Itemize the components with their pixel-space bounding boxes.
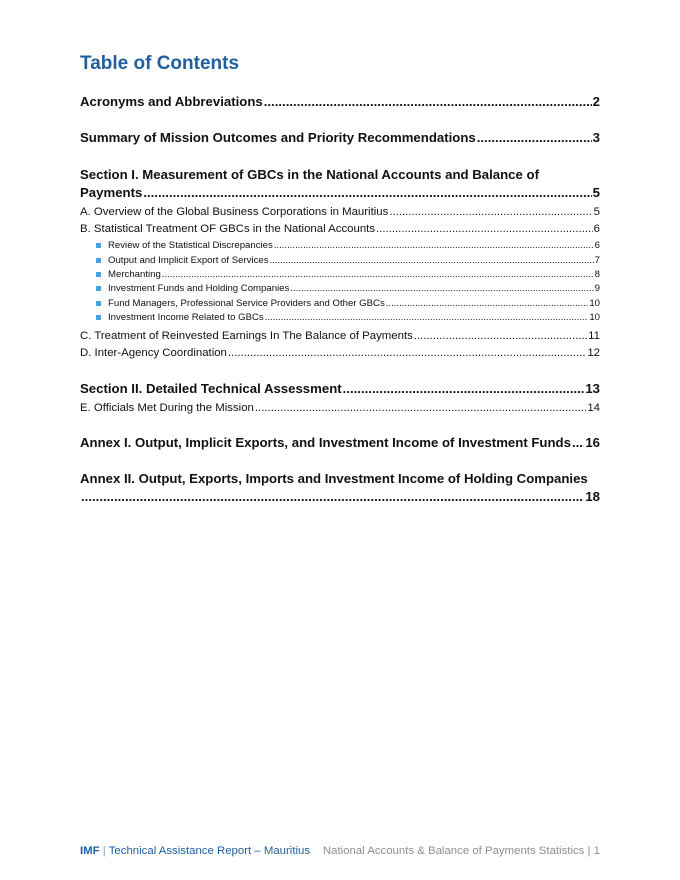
footer-right: National Accounts & Balance of Payments Statistics | 1 [322,845,600,857]
square-bullet-icon [96,315,101,320]
toc-entry-a[interactable] [80,205,600,220]
toc-page-number: 5 [592,185,600,200]
toc-page-number: 8 [594,269,600,280]
toc-entry-text-line1: Section I. Measurement of GBCs in the National Accounts and Balance of [80,167,539,182]
dot-leader [81,488,584,506]
toc-entry-text: Acronyms and Abbreviations [80,94,263,109]
dot-leader [143,184,591,202]
dot-leader [389,205,592,220]
footer-report-title: Technical Assistance Report – Mauritius [108,845,311,857]
dot-leader [386,297,589,310]
toc-entry-section-2[interactable] [80,380,600,398]
toc-subentry[interactable] [96,311,600,324]
square-bullet-icon [96,301,101,306]
toc-page-number: 5 [593,206,600,218]
toc-subentry[interactable] [96,254,600,267]
toc-page-number: 10 [589,298,600,309]
toc-entry-text: Fund Managers, Professional Service Providers and Other GBCs [108,298,385,309]
dot-leader [228,346,586,361]
dot-leader [255,401,586,416]
toc-entry-annex-1[interactable] [80,434,600,452]
toc-entry-text: Merchanting [108,269,161,280]
dot-leader [572,434,584,452]
toc-page-number: 13 [585,381,600,396]
toc-page-number: 12 [587,347,600,359]
toc-entry-text-line2: Payments [80,185,143,200]
dot-leader [414,329,587,344]
toc-page-number: 16 [585,435,600,450]
dot-leader [343,380,585,398]
toc-page-number: 11 [588,330,600,342]
dot-leader [477,129,592,147]
square-bullet-icon [96,272,101,277]
footer-separator: | [102,845,106,857]
dot-leader [162,268,594,281]
toc-entry-text: Output and Implicit Export of Services [108,255,269,266]
square-bullet-icon [96,258,101,263]
toc-subentry[interactable] [96,239,600,252]
toc-entry-text: B. Statistical Treatment OF GBCs in the National Accounts [80,223,376,235]
footer-brand: IMF [80,845,100,857]
toc-page-number: 14 [587,402,600,414]
toc-entry-text: Annex I. Output, Implicit Exports, and Investment Income of Investment Funds [80,435,571,450]
toc-entry-text: D. Inter-Agency Coordination [80,347,227,359]
toc-entry-text: Summary of Mission Outcomes and Priority Recommendations [80,130,476,145]
toc-entry-b[interactable] [80,222,600,237]
square-bullet-icon [96,286,101,291]
toc-entry-text: C. Treatment of Reinvested Earnings In The Balance of Payments [80,330,413,342]
footer-left [80,844,310,859]
toc-entry-text: A. Overview of the Global Business Corporations in Mauritius [80,206,389,218]
dot-leader [264,93,592,111]
toc-page-number: 18 [585,489,600,504]
toc-entry-text: Investment Income Related to GBCs [108,312,264,323]
toc-page-number: 7 [594,255,600,266]
toc-subentry[interactable] [96,268,600,281]
dot-leader [376,222,593,237]
dot-leader [270,254,594,267]
dot-leader [290,282,593,295]
toc-entry-text: Investment Funds and Holding Companies [108,283,290,294]
toc-subentry[interactable] [96,282,600,295]
dot-leader [265,311,589,324]
toc-entry-e[interactable] [80,401,600,416]
page-footer [80,844,600,859]
toc-subentry[interactable] [96,297,600,310]
toc-entry-text: Section II. Detailed Technical Assessment [80,381,342,396]
toc-entry-annex-2[interactable] [80,470,600,506]
toc-entry-section-1[interactable] [80,166,600,202]
toc-page-number: 9 [594,283,600,294]
toc-entry-text-line1: Annex II. Output, Exports, Imports and Investment Income of Holding Companies [80,471,588,486]
toc-entry-text: Review of the Statistical Discrepancies [108,240,273,251]
toc-entry-text: E. Officials Met During the Mission [80,402,254,414]
toc-page-number: 6 [594,240,600,251]
toc-entry-summary[interactable] [80,129,600,147]
toc-entry-c[interactable] [80,329,600,344]
toc-entry-acronyms[interactable] [80,93,600,111]
toc-page-number: 3 [592,130,600,145]
dot-leader [274,239,594,252]
page-title: Table of Contents [80,53,240,74]
toc-entry-d[interactable] [80,346,600,361]
square-bullet-icon [96,243,101,248]
toc-page-number: 10 [589,312,600,323]
toc-page-number: 6 [593,223,600,235]
toc-page-number: 2 [592,94,600,109]
